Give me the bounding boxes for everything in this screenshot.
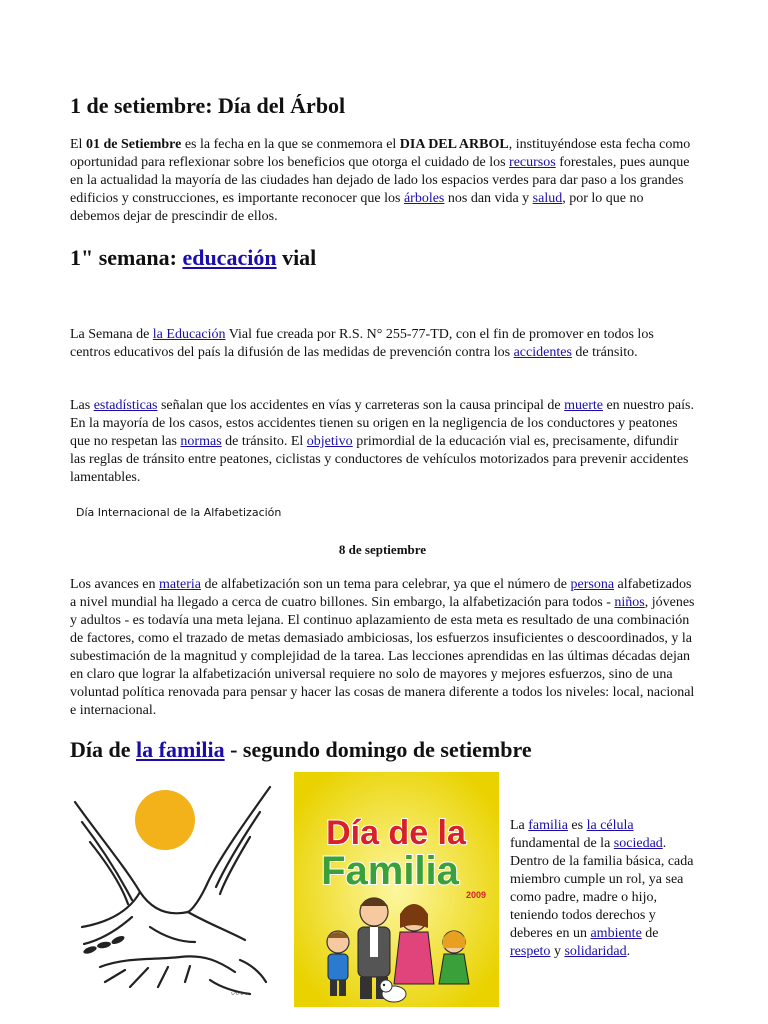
- familia-title-line2: Familia: [321, 849, 459, 893]
- heading-educacion-vial: [70, 244, 695, 272]
- text: de alfabetización son un tema para celebrar, ya que el número de: [201, 577, 571, 592]
- text: de tránsito. El: [221, 434, 307, 449]
- bold-dia-del-arbol: DIA DEL ARBOL: [399, 137, 509, 152]
- link-arboles[interactable]: árboles: [403, 191, 445, 206]
- text: es la fecha en la que se conmemora el: [181, 137, 400, 152]
- sun-shape: [135, 790, 195, 850]
- text: . Dentro de la familia básica, cada miembro cumple un rol, ya sea como padre, madre o hijo, teniendo todos derechos y deberes en un: [510, 836, 694, 941]
- text: Las: [70, 398, 94, 413]
- link-salud[interactable]: salud: [532, 191, 563, 206]
- text: es: [567, 818, 587, 833]
- link-muerte[interactable]: muerte: [564, 398, 603, 413]
- link-la-celula[interactable]: la célula: [586, 818, 634, 833]
- text: Vial fue creada por R.S. N° 255-77-TD, con el fin de promover en todos los centros educativos del país la difusión de las medidas de prevención contra los: [70, 327, 654, 360]
- text: , jóvenes y adultos - es todavía una meta lejana. El continuo aplazamiento de esta meta es resultado de una combinación de factores, como el trazado de metas demasiado ambiciosas, los esfuerzos insuficientes o descoordinados, y la subestimación de la magnitud y complejidad de la tarea. Las lecciones aprendidas en las últimas décadas dejan en claro que lograr la alfabetización universal requiere no solo de mayores y mejores esfuerzos, sino de una voluntad política renovada para pensar y hacer las cosas de manera diferente a todos los niveles: local, nacional e internacional.: [70, 595, 695, 718]
- link-ambiente[interactable]: ambiente: [590, 926, 642, 941]
- date-heading: 8 de septiembre: [338, 542, 427, 557]
- text: en nuestro país. En la mayoría de los casos, estos accidentes tienen su origen en la negligencia de los conductores y peatones que no respetan las: [70, 398, 694, 449]
- text: alfabetizados a nivel mundial ha llegado a cerca de cuatro billones. Sin embargo, la alfabetización para todos -: [70, 577, 692, 610]
- text: de tránsito.: [571, 345, 638, 360]
- link-solidaridad[interactable]: solidaridad: [564, 944, 627, 959]
- text: vial: [276, 245, 317, 270]
- text: primordial de la educación vial es, precisamente, difundir las reglas de tránsito entre peatones, ciclistas y conductores de vehículos motorizados para prevenir accidentes lamentables.: [70, 434, 689, 485]
- paragraph-estadisticas: [70, 397, 695, 487]
- text: señalan que los accidentes en vías y carreteras son la causa principal de: [157, 398, 565, 413]
- text: nos dan vida y: [444, 191, 533, 206]
- link-normas[interactable]: normas: [180, 434, 222, 449]
- heading-dia-del-arbol: 1 de setiembre: Día del Árbol: [70, 93, 346, 118]
- link-accidentes[interactable]: accidentes: [513, 345, 572, 360]
- link-estadisticas[interactable]: estadísticas: [93, 398, 158, 413]
- text: - segundo domingo de setiembre: [224, 737, 532, 762]
- text: Día de: [70, 737, 136, 762]
- text: y: [550, 944, 565, 959]
- text: La: [510, 818, 529, 833]
- text: , por lo que no debemos dejar de prescindir de ellos.: [70, 191, 644, 224]
- link-la-familia[interactable]: la familia: [136, 737, 225, 762]
- link-respeto[interactable]: respeto: [510, 944, 551, 959]
- text: .: [626, 944, 631, 959]
- link-materia[interactable]: materia: [159, 577, 202, 592]
- signature-mark: 〰〰: [230, 989, 249, 999]
- heading-alfabetizacion: Día Internacional de la Alfabetización: [76, 506, 282, 519]
- text: de: [641, 926, 659, 941]
- dia-de-la-familia-image: [294, 772, 499, 1007]
- text: forestales, pues aunque en la actualidad la mayoría de las ciudades han dejado de lado los espacios verdes para dar paso a los grandes edificios y construcciones, es importante reconocer que los: [70, 155, 690, 206]
- text: Los avances en: [70, 577, 160, 592]
- link-la-educacion[interactable]: la Educación: [152, 327, 226, 342]
- link-persona[interactable]: persona: [570, 577, 615, 592]
- bold-date: 01 de Setiembre: [85, 137, 182, 152]
- paragraph-alfabetizacion: [70, 576, 695, 720]
- link-familia[interactable]: familia: [528, 818, 568, 833]
- link-ninos[interactable]: niños: [614, 595, 645, 610]
- paragraph-dia-del-arbol: [70, 136, 695, 226]
- text: , instituyéndose esta fecha como oportunidad para reflexionar sobre los beneficios que otorga el cuidado de los: [70, 137, 691, 170]
- text: 1" semana:: [70, 245, 183, 270]
- link-recursos[interactable]: recursos: [509, 155, 556, 170]
- text: fundamental de la: [510, 836, 614, 851]
- link-educacion[interactable]: educación: [182, 245, 277, 270]
- familia-title-line1: Día de la: [326, 814, 466, 852]
- familia-year: 2009: [465, 890, 487, 900]
- link-sociedad[interactable]: sociedad: [613, 836, 663, 851]
- heading-dia-de-la-familia: [70, 736, 695, 764]
- paragraph-semana-educacion-vial: [70, 326, 695, 362]
- text: La Semana de: [70, 327, 153, 342]
- paragraph-la-familia: [510, 817, 695, 961]
- text: El: [70, 137, 86, 152]
- dove-of-peace-image: [70, 782, 275, 1007]
- link-objetivo[interactable]: objetivo: [306, 434, 353, 449]
